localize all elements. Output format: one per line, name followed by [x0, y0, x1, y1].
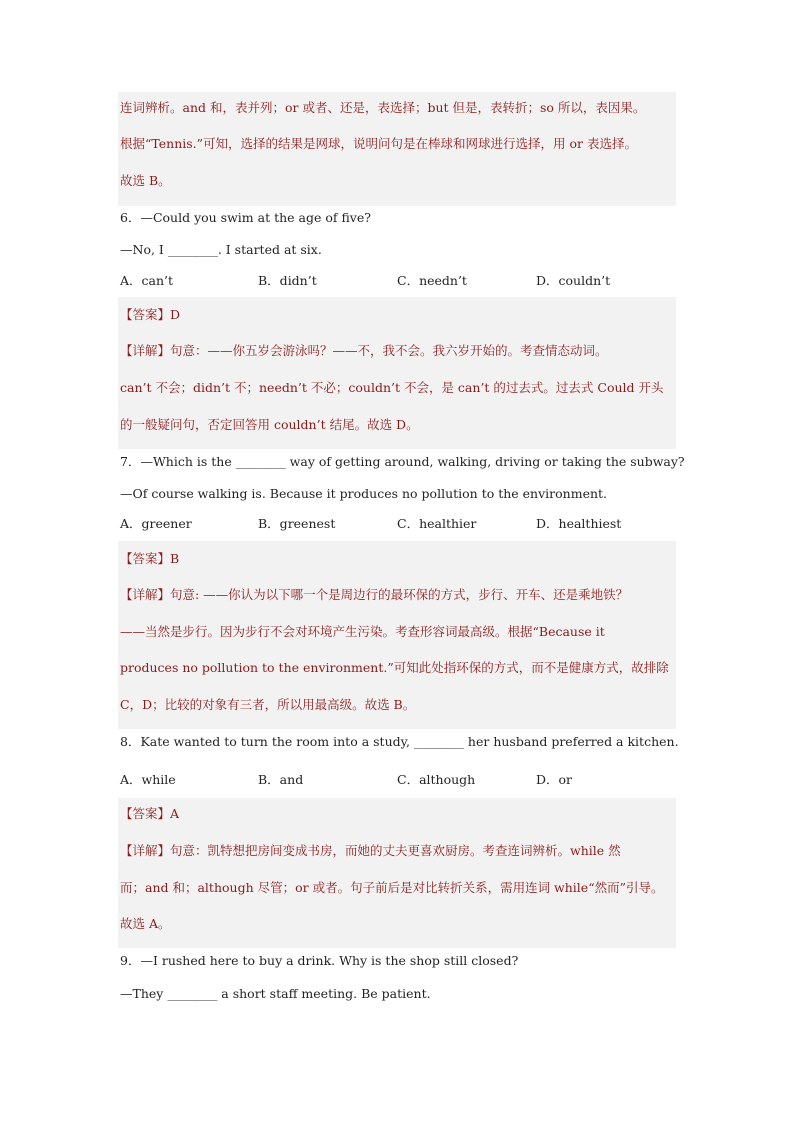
q7-option-b: B．greenest — [258, 516, 336, 531]
q6-detail-3: 的一般疑问句，否定回答用 couldn’t 结尾。故选 D。 — [120, 417, 419, 432]
explanation-5-line3: 故选 B。 — [120, 173, 171, 188]
q8-option-c: C．although — [397, 772, 476, 787]
q7-stem: 7．—Which is the ________ way of getting around, walking, driving or taking the subway? — [120, 454, 685, 469]
q7-detail-1: 【详解】句意: ——你认为以下哪一个是周边行的最环保的方式，步行、开车、还是乘地铁？ — [120, 587, 629, 602]
q7-option-d: D．healthiest — [536, 516, 622, 531]
q8-stem: 8．Kate wanted to turn the room into a study, ________ her husband preferred a kitchen. — [120, 734, 679, 749]
q7-answer: 【答案】B — [120, 551, 180, 566]
q6-stem: 6．—Could you swim at the age of five? — [120, 210, 371, 225]
q7-stem-2: —Of course walking is. Because it produces no pollution to the environment. — [120, 486, 608, 501]
q6-detail-2: can’t 不会；didn’t 不；needn’t 不必；couldn’t 不会，是 can’t 的过去式。过去式 Could 开头 — [120, 380, 664, 395]
q8-option-d: D．or — [536, 772, 573, 787]
explanation-5-line2: 根据“Tennis.”可知，选择的结果是网球，说明问句是在棒球和网球进行选择，用 or 表选择。 — [120, 136, 637, 151]
q7-option-c: C．healthier — [397, 516, 477, 531]
q7-detail-3: produces no pollution to the environment.”可知此处指环保的方式，而不是健康方式，故排除 — [120, 660, 669, 675]
q6-option-b: B．didn’t — [258, 273, 317, 288]
q8-detail-2: 而；and 和；although 尽管；or 或者。句子前后是对比转折关系，需用连词 while“然而”引导。 — [120, 880, 664, 895]
q7-detail-2: ——当然是步行。因为步行不会对环境产生污染。考查形容词最高级。根据“Because it — [120, 624, 605, 639]
q7-detail-4: C，D；比较的对象有三者，所以用最高级。故选 B。 — [120, 697, 416, 712]
q6-detail-1: 【详解】句意：——你五岁会游泳吗？——不，我不会。我六岁开始的。考查情态动词。 — [120, 343, 608, 358]
q8-answer-box — [118, 798, 676, 948]
q8-detail-1: 【详解】句意：凯特想把房间变成书房，而她的丈夫更喜欢厨房。考查连词辨析。while 然 — [120, 843, 621, 858]
q8-answer: 【答案】A — [120, 806, 180, 821]
explanation-5-line1: 连词辨析。and 和，表并列；or 或者、还是，表选择；but 但是，表转折；so 所以，表因果。 — [120, 100, 646, 115]
q6-option-c: C．needn’t — [397, 273, 467, 288]
q6-option-a: A．can’t — [120, 273, 174, 288]
q8-detail-3: 故选 A。 — [120, 916, 171, 931]
q8-option-a: A．while — [120, 772, 176, 787]
q8-option-b: B．and — [258, 772, 304, 787]
q6-option-d: D．couldn’t — [536, 273, 611, 288]
q7-option-a: A．greener — [120, 516, 192, 531]
q6-answer: 【答案】D — [120, 307, 181, 322]
q6-stem-2: —No, I ________. I started at six. — [120, 242, 322, 257]
q9-stem-2: —They ________ a short staff meeting. Be patient. — [120, 986, 431, 1001]
q9-stem: 9．—I rushed here to buy a drink. Why is the shop still closed? — [120, 953, 519, 968]
